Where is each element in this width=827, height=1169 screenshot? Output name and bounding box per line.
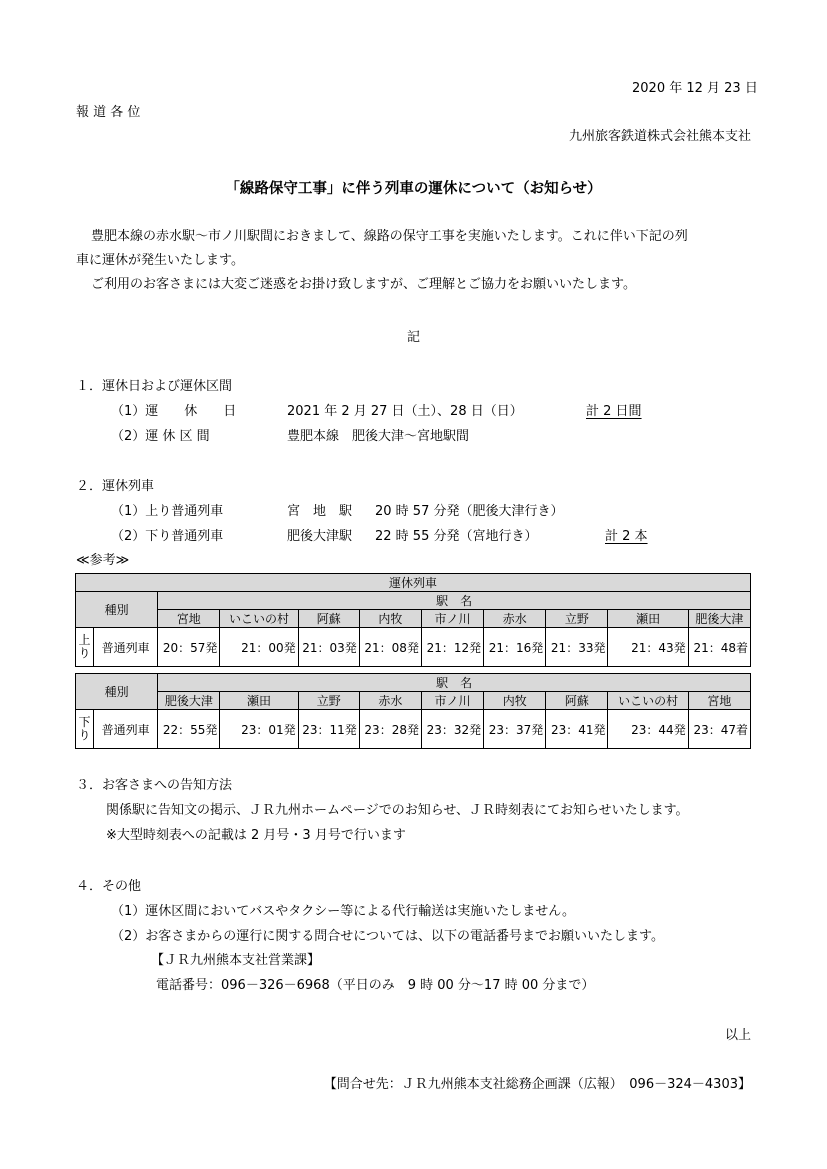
station-cell: 立野 (546, 610, 608, 628)
station-cell: いこいの村 (608, 692, 688, 710)
section2-item1-label: （1）上り普通列車 (111, 504, 224, 519)
intro-line-3: ご利用のお客さまには大変ご迷惑をお掛け致しますが、ご理解とご協力をお願いいたします。 (91, 277, 636, 292)
section4-item-1: （1）運休区間においてバスやタクシー等による代行輸送は実施いたしません。 (111, 904, 576, 919)
sender: 九州旅客鉄道株式会社熊本支社 (568, 129, 751, 144)
section2-item1-station: 宮 地 駅 (287, 504, 353, 519)
time-cell: 21：33発 (546, 628, 608, 667)
time-cell: 22：55発 (158, 710, 220, 749)
station-header: 駅 名 (158, 674, 751, 692)
section4-phone: 電話番号：096－326－6968（平日のみ 9 時 00 分～17 時 00 分まで） (156, 978, 595, 993)
time-cell: 23：28発 (359, 710, 421, 749)
time-cell: 23：01発 (220, 710, 298, 749)
time-cell: 23：41発 (546, 710, 608, 749)
type-header: 種別 (76, 674, 158, 710)
direction-cell (76, 710, 94, 749)
page-title: 「線路保守工事」に伴う列車の運休について（お知らせ） (225, 181, 602, 197)
time-cell: 21：16発 (484, 628, 546, 667)
recipient: 報 道 各 位 (76, 105, 141, 120)
section4-office: 【ＪＲ九州熊本支社営業課】 (151, 953, 321, 968)
time-cell: 23：47着 (688, 710, 750, 749)
contact-info: 【問合せ先：ＪＲ九州熊本支社総務企画課（広報） 096－324－4303】 (323, 1077, 751, 1092)
time-cell: 23：11発 (298, 710, 359, 749)
section1-heading: １．運休日および運休区間 (76, 379, 233, 394)
section1-item1-value: 2021 年 2 月 27 日（土）、28 日（日） (287, 404, 523, 419)
station-cell: 肥後大津 (688, 610, 750, 628)
section3-heading: ３．お客さまへの告知方法 (76, 778, 233, 793)
station-cell: 赤水 (359, 692, 421, 710)
section1-item2-value: 豊肥本線 肥後大津～宮地駅間 (287, 429, 470, 444)
section4-heading: ４．その他 (76, 879, 142, 894)
station-cell: 宮地 (688, 692, 750, 710)
timetable-down (75, 673, 751, 749)
intro-line-1: 豊肥本線の赤水駅～市ノ川駅間におきまして、線路の保守工事を実施いたします。これに伴い下記の列 (91, 229, 688, 244)
table-title: 運休列車 (76, 574, 751, 592)
station-cell: 内牧 (359, 610, 421, 628)
station-header: 駅 名 (158, 592, 751, 610)
time-cell: 23：44発 (608, 710, 688, 749)
train-type-cell: 普通列車 (94, 710, 158, 749)
station-cell: 赤水 (484, 610, 546, 628)
direction-char-1: 上 (78, 633, 91, 647)
section2-item2-label: （2）下り普通列車 (111, 529, 224, 544)
direction-char-2: り (78, 728, 91, 742)
station-cell: 内牧 (484, 692, 546, 710)
timetable-up (75, 573, 751, 667)
direction-char-1: 下 (78, 715, 91, 729)
station-cell: 肥後大津 (158, 692, 220, 710)
section3-line-1: 関係駅に告知文の掲示、ＪＲ九州ホームページでのお知らせ、ＪＲ時刻表にてお知らせいたします。 (106, 803, 689, 818)
section4-item-2: （2）お客さまからの運行に関する問合せについては、以下の電話番号までお願いいたします。 (111, 929, 664, 944)
station-cell: 阿蘇 (298, 610, 359, 628)
station-cell: 宮地 (158, 610, 220, 628)
station-cell: 立野 (298, 692, 359, 710)
time-cell: 23：37発 (484, 710, 546, 749)
section2-item1-value: 20 時 57 分発（肥後大津行き） (375, 504, 564, 519)
time-cell: 21：03発 (298, 628, 359, 667)
train-type-cell: 普通列車 (94, 628, 158, 667)
time-cell: 21：12発 (421, 628, 483, 667)
station-cell: 市ノ川 (421, 610, 483, 628)
issue-date: 2020 年 12 月 23 日 (632, 81, 758, 96)
section2-item2-station: 肥後大津駅 (287, 529, 353, 544)
section1-item2-label: （2）運 休 区 間 (111, 429, 210, 444)
time-cell: 23：32発 (421, 710, 483, 749)
ki-mark: 記 (407, 330, 421, 345)
time-cell: 21：00発 (220, 628, 298, 667)
type-header: 種別 (76, 592, 158, 628)
reference-label: ≪参考≫ (76, 553, 130, 568)
station-cell: 瀬田 (608, 610, 688, 628)
time-cell: 21：08発 (359, 628, 421, 667)
direction-cell (76, 628, 94, 667)
section2-item2-value: 22 時 55 分発（宮地行き） (375, 529, 538, 544)
time-cell: 20：57発 (158, 628, 220, 667)
section1-item1-label: （1）運 休 日 (111, 404, 237, 419)
station-cell: いこいの村 (220, 610, 298, 628)
station-cell: 市ノ川 (421, 692, 483, 710)
time-cell: 21：48着 (688, 628, 750, 667)
intro-line-2: 車に運休が発生いたします。 (76, 253, 244, 268)
direction-char-2: り (78, 646, 91, 660)
station-cell: 阿蘇 (546, 692, 608, 710)
station-cell: 瀬田 (220, 692, 298, 710)
section1-item1-total: 計 2 日間 (586, 404, 642, 419)
section3-line-2: ※大型時刻表への記載は 2 月号・3 月号で行います (106, 828, 406, 843)
section2-heading: ２．運休列車 (76, 479, 155, 494)
closing-mark: 以上 (724, 1028, 751, 1043)
section2-item2-total: 計 2 本 (605, 529, 648, 544)
time-cell: 21：43発 (608, 628, 688, 667)
